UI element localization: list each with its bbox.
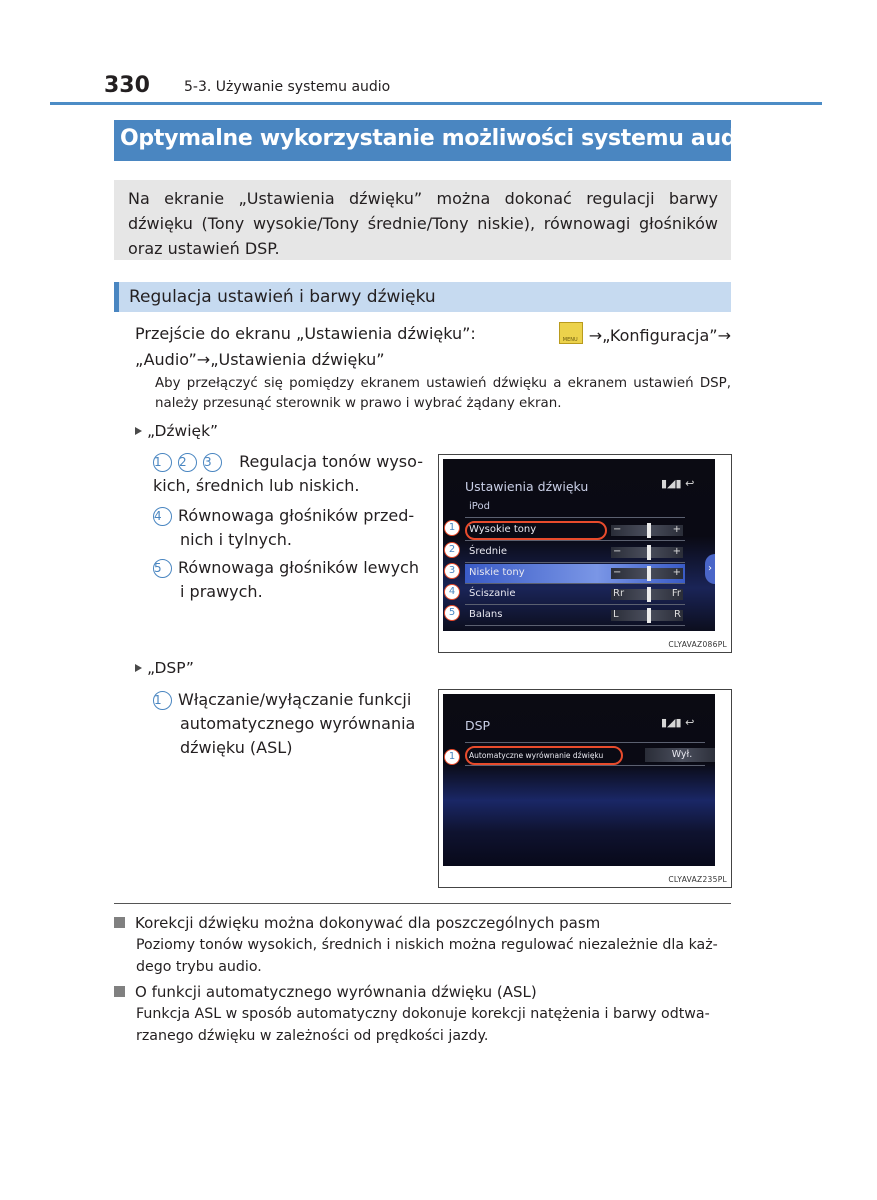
sound-item-5: 5 Równowaga głośników lewych i prawych.: [154, 558, 419, 601]
sound-item-4: 4 Równowaga głośników przed- nich i tylnych.: [154, 506, 415, 549]
section-path: 5-3. Używanie systemu audio: [184, 79, 391, 95]
note-heading: O funkcji automatycznego wyrównania dźwięku (ASL): [135, 983, 537, 1001]
route-continuation: „Audio”→„Ustawienia dźwięku”: [135, 350, 385, 369]
intro-text: Na ekranie „Ustawienia dźwięku” można dokonać regulacji barwy dźwięku (Tony wysokie/Tony średnie/Tony niskie), równowagi głośników oraz ustawień DSP.: [128, 189, 718, 258]
dsp-item-1: 1 Włączanie/wyłączanie funkcji automatycznego wyrównania dźwięku (ASL): [154, 690, 416, 757]
sound-settings-screen: [443, 459, 715, 631]
callout-1: 1: [444, 520, 460, 536]
page-title: Optymalne wykorzystanie możliwości systemu audio: [120, 126, 759, 151]
notes-rule: [114, 903, 731, 904]
screen-title: Ustawienia dźwięku: [465, 479, 589, 494]
status-icons: ▮◢▮ ↩: [661, 477, 695, 490]
highlight-oval: [465, 521, 607, 540]
route-prefix: Przejście do ekranu „Ustawienia dźwięku”:: [135, 324, 476, 343]
dsp-screen: [443, 694, 715, 866]
callout-2: 2: [444, 542, 460, 558]
callout-number: 3: [203, 453, 222, 472]
square-bullet-icon: [114, 986, 125, 997]
dsp-row-asl[interactable]: Automatyczne wyrównanie dźwięku Wył.: [465, 746, 705, 766]
page-number: 330: [104, 73, 150, 98]
setting-row-fader[interactable]: Ściszanie Rr Fr: [465, 585, 685, 605]
callout-1: 1: [444, 749, 460, 765]
setting-row-balance[interactable]: Balans L R: [465, 606, 685, 626]
status-icons: ▮◢▮ ↩: [661, 716, 695, 729]
triangle-bullet-icon: [135, 427, 142, 435]
screen-source: iPod: [469, 501, 490, 512]
callout-4: 4: [444, 584, 460, 600]
intro-box: [114, 180, 731, 260]
subsection-accent: [114, 282, 119, 312]
scroll-tab-icon[interactable]: ›: [705, 554, 715, 584]
note-heading: Korekcji dźwięku można dokonywać dla poszczególnych pasm: [135, 914, 601, 932]
callout-number: 4: [153, 507, 172, 526]
figure-code: CLYAVAZ235PL: [668, 875, 727, 884]
mid-slider[interactable]: − +: [611, 547, 683, 558]
setting-row-treble[interactable]: Wysokie tony − +: [465, 521, 685, 541]
route-suffix: →„Konfiguracja”→: [588, 326, 731, 345]
sound-item-1: 1 2 3 Regulacja tonów wyso- kich, średnich lub niskich.: [153, 452, 423, 495]
subsection-bar: [114, 282, 731, 312]
callout-5: 5: [444, 605, 460, 621]
note-block-2: O funkcji automatycznego wyrównania dźwięku (ASL) Funkcja ASL w sposób automatyczny dokonuje korekcji natężenia i barwy odtwa- rzanego dźwięku w zależności od prędkości jazdy.: [114, 983, 731, 1047]
sound-heading: „Dźwięk”: [135, 422, 218, 440]
callout-number: 2: [178, 453, 197, 472]
screen-title: DSP: [465, 718, 491, 733]
callout-number: 5: [153, 559, 172, 578]
header-rule: [50, 102, 822, 105]
triangle-bullet-icon: [135, 664, 142, 672]
callout-number: 1: [153, 691, 172, 710]
callout-3: 3: [444, 563, 460, 579]
setting-row-bass[interactable]: Niskie tony − +: [465, 564, 685, 584]
bass-slider[interactable]: − +: [611, 568, 683, 579]
asl-toggle-button[interactable]: Wył.: [645, 748, 715, 762]
treble-slider[interactable]: − +: [611, 525, 683, 536]
fader-slider[interactable]: Rr Fr: [611, 589, 683, 600]
dsp-screenshot: [438, 689, 732, 888]
switch-note: Aby przełączyć się pomiędzy ekranem ustawień dźwięku a ekranem ustawień DSP, należy przesunąć sterownik w prawo i wybrać żądany ekran.: [155, 376, 731, 411]
subsection-title: Regulacja ustawień i barwy dźwięku: [129, 287, 436, 307]
square-bullet-icon: [114, 917, 125, 928]
menu-button-icon: MENU: [559, 322, 583, 344]
dsp-heading: „DSP”: [135, 659, 194, 677]
navigation-route: [135, 322, 731, 372]
setting-row-mid[interactable]: Średnie − +: [465, 543, 685, 563]
title-bar: [114, 120, 759, 161]
figure-code: CLYAVAZ086PL: [668, 640, 727, 649]
note-block-1: Korekcji dźwięku można dokonywać dla poszczególnych pasm Poziomy tonów wysokich, średnich i niskich można regulować niezależnie dla każ- dego trybu audio.: [114, 914, 731, 978]
callout-number: 1: [153, 453, 172, 472]
highlight-oval: [465, 746, 623, 765]
sound-settings-screenshot: [438, 454, 732, 653]
balance-slider[interactable]: L R: [611, 610, 683, 621]
